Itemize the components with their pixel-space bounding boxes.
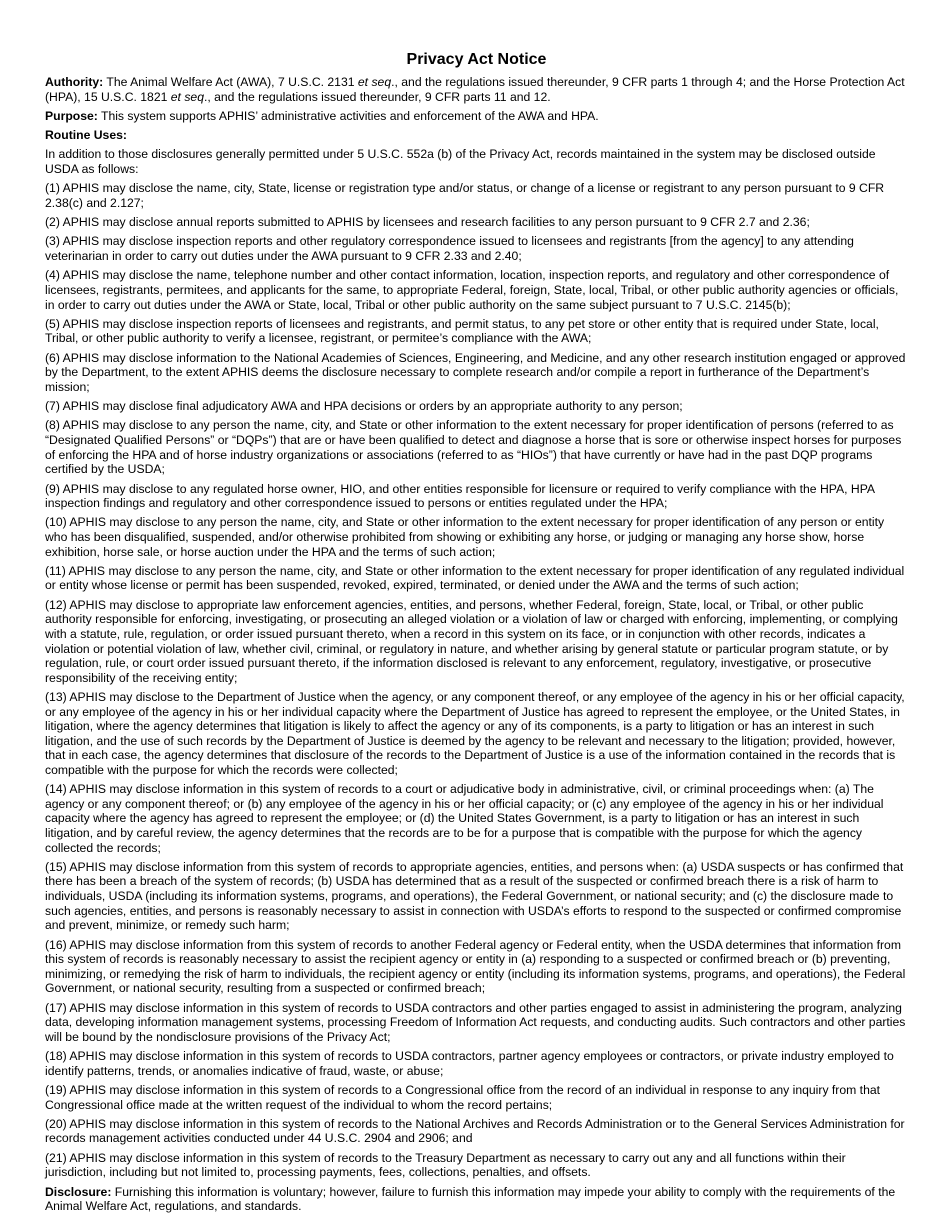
authority-label: Authority: <box>45 75 104 89</box>
routine-use-item-5: (5) APHIS may disclose inspection reports of licensees and registrants, and permit status, to any pet store or other entity that is required under State, local, Tribal, or other public authority to verify a licensee, registrant, or permitee’s compliance with the AWA; <box>45 316 879 346</box>
routine-use-item-17: (17) APHIS may disclose information in this system of records to USDA contractors and other parties engaged to assist in administering the program, analyzing data, developing information management systems, processing Freedom of Information Act requests, and conducting audits. Such contractors and other parties will be bound by the nondisclosure provisions of the Privacy Act; <box>45 1000 906 1044</box>
routine-use-item-20: (20) APHIS may disclose information in this system of records to the National Archives and Records Administration or to the General Services Administration for records management activities conducted under 44 U.S.C. 2904 and 2906; and <box>45 1116 905 1146</box>
routine-use-item-11: (11) APHIS may disclose to any person the name, city, and State or other information to the extent necessary for proper identification of any regulated individual or entity whose license or permit has been suspended, revoked, expired, terminated, or denied under the AWA and the terms of such action; <box>45 563 905 593</box>
routine-use-item-2: (2) APHIS may disclose annual reports submitted to APHIS by licensees and research facilities to any person pursuant to 9 CFR 2.7 and 2.36; <box>45 215 810 230</box>
routine-use-item-18: (18) APHIS may disclose information in this system of records to USDA contractors, partner agency employees or contractors, or private industry employed to identify patterns, trends, or anomalies indicative of fraud, waste, or abuse; <box>45 1049 894 1078</box>
routine-use-item-4: (4) APHIS may disclose the name, telephone number and other contact information, location, inspection reports, and regulatory and other correspondence of licensees, registrants, permitees, and applicants for the same, to appropriate Federal, foreign, State, local, Tribal, or other public authority agencies or officials, in order to carry out duties under the AWA or State, local, Tribal or other public authority on the same subject pursuant to 7 U.S.C. 2145(b); <box>45 268 899 312</box>
routine-use-item-7: (7) APHIS may disclose final adjudicatory AWA and HPA decisions or orders by an appropriate authority to any person; <box>45 399 683 414</box>
disclosure-text: Furnishing this information is voluntary; however, failure to furnish this information may impede your ability to comply with the requirements of the Animal Welfare Act, regulations, and standards. <box>45 1184 896 1214</box>
routine-use-item-9: (9) APHIS may disclose to any regulated horse owner, HIO, and other entities responsible for licensure or required to verify compliance with the HPA, HPA inspection findings and regulatory and other correspondence issued to persons or entities regulated under the HPA; <box>45 481 875 511</box>
authority-text-3: ., and the regulations issued thereunder, 9 CFR parts 11 and 12. <box>203 89 551 104</box>
routine-use-item-1: (1) APHIS may disclose the name, city, State, license or registration type and/or status, or change of a license or registrant to any person pursuant to 9 CFR 2.38(c) and 2.127; <box>45 181 885 210</box>
routine-use-item-10: (10) APHIS may disclose to any person the name, city, and State or other information to the extent necessary for proper identification of any person or entity who has been disqualified, suspended, and/or otherwise prohibited from showing or exhibiting any horse, or judging or managing any horse show, horse exhibition, horse sale, or horse auction under the HPA and the terms of such action; <box>45 515 885 559</box>
routine-use-item-21: (21) APHIS may disclose information in this system of records to the Treasury Department as necessary to carry out any and all functions within their jurisdiction, including but not limited to, processing payments, fees, collections, penalties, and offsets. <box>45 1150 846 1180</box>
routine-use-item-19: (19) APHIS may disclose information in this system of records to a Congressional office from the record of an individual in response to any inquiry from that Congressional office made at the written request of the individual to whom the record pertains; <box>45 1082 881 1112</box>
routine-use-item-16: (16) APHIS may disclose information from this system of records to another Federal agency or Federal entity, when the USDA determines that information from this system of records is reasonably necessary to assist the recipient agency or entity in (a) responding to a suspected or confirmed breach or (b) preventing, minimizing, or remedying the risk of harm to individuals, the recipient agency or entity (including its information systems, programs, and operations), the Federal Government, or national security, resulting from a suspected or confirmed breach; <box>45 937 906 996</box>
routine-use-item-6: (6) APHIS may disclose information to the National Academies of Sciences, Engineering, and Medicine, and any other research institution engaged or approved by the Department, to the extent APHIS deems the disclosure necessary to complete research and/or compile a report in furtherance of the Department’s mission; <box>45 350 906 394</box>
disclosure-label: Disclosure: <box>45 1184 112 1199</box>
routine-uses-intro: In addition to those disclosures generally permitted under 5 U.S.C. 552a (b) of the Privacy Act, records maintained in the system may be disclosed outside USDA as follows: <box>45 147 876 177</box>
routine-use-item-13: (13) APHIS may disclose to the Department of Justice when the agency, or any component thereof, or any employee of the agency in his or her official capacity, or any employee of the agency in his or her individual capacity where the Department of Justice has agreed to represent the employee, or the United States, in litigation, where the agency determines that litigation is likely to affect the agency or any of its components, is a party to litigation or has an interest in such litigation, and the use of such records by the Department of Justice is deemed by the agency to be relevant and necessary to the litigation; provided, however, that in each case, the agency determines that disclosure of the records to the Department of Justice is a use of the information contained in the records that is compatible with the purpose for which the records were collected; <box>45 689 905 777</box>
authority-et-seq-2: et seq <box>170 89 204 104</box>
routine-uses-heading <box>45 128 908 143</box>
purpose-paragraph <box>45 109 908 124</box>
purpose-text: This system supports APHIS’ administrative activities and enforcement of the AWA and HPA. <box>97 108 599 123</box>
routine-use-item-3: (3) APHIS may disclose inspection reports and other regulatory correspondence issued to licensees and registrants [from the agency] to any attending veterinarian in order to carry out duties under the AWA pursuant to 9 CFR 2.33 and 2.40; <box>45 234 854 264</box>
authority-paragraph <box>45 75 908 104</box>
routine-use-item-15: (15) APHIS may disclose information from this system of records to appropriate agencies, entities, and persons when: (a) USDA suspects or has confirmed that there has been a breach of the system of records; (b) USDA has determined that as a result of the suspected or confirmed breach there is a risk of harm to individuals, USDA (including its information systems, programs, and operations), the Federal Government, or national security; and (c) the disclosure made to such agencies, entities, and persons is reasonably necessary to assist in connection with USDA’s efforts to respond to the suspected or confirmed compromise and prevent, minimize, or remedy such harm; <box>45 859 904 933</box>
routine-use-item-8: (8) APHIS may disclose to any person the name, city, and State or other information to the extent necessary for proper identification of persons (referred to as “Designated Qualified Persons” or “DQPs”) that are or have been qualified to detect and diagnose a horse that is sore or otherwise inspect horses for purposes of enforcing the HPA and of horse industry organizations or associations (referred to as “HIOs”) that have currently or have had in the past DQP programs certified by the USDA; <box>45 418 902 477</box>
routine-uses-label: Routine Uses: <box>45 128 127 143</box>
purpose-label: Purpose: <box>45 108 98 123</box>
authority-text-2: ., and the regulations issued thereunder, 9 CFR parts 1 through 4; and the Horse Protection Act (HPA), 15 U.S.C. 1821 <box>45 75 905 104</box>
routine-use-item-14: (14) APHIS may disclose information in this system of records to a court or adjudicative body in administrative, civil, or criminal proceedings when: (a) The agency or any component thereof; or (b) any employee of the agency in his or her official capacity; or (c) any employee of the agency in his or her individual capacity where the agency has agreed to represent the employee; or (d) the United States Government, is a party to litigation or has an interest in such litigation, and by careful review, the agency determines that the records are to be for a purpose that is compatible with the purpose for which the agency collected the records; <box>45 782 884 855</box>
authority-et-seq-1: et seq <box>357 75 392 89</box>
authority-text-1: The Animal Welfare Act (AWA), 7 U.S.C. 2131 <box>103 75 358 89</box>
page-title: Privacy Act Notice <box>406 51 547 68</box>
routine-use-item-12: (12) APHIS may disclose to appropriate law enforcement agencies, entities, and persons, whether Federal, foreign, State, local, or Tribal, or other public authority responsible for enforcing, investigating, or prosecuting an alleged violation or a violation of law or charged with enforcing, implementing, or complying with a statute, rule, regulation, or order issued pursuant thereto, when a record in this system on its face, or in conjunction with other records, indicates a violation or potential violation of law, whether civil, criminal, or regulatory in nature, and whether arising by general statute or particular program statute, or by regulation, rule, or court order issued pursuant thereto, if the information disclosed is relevant to any enforcement, regulatory, investigative, or prosecutive responsibility of the receiving entity; <box>45 597 898 685</box>
disclosure-paragraph <box>45 1185 908 1214</box>
